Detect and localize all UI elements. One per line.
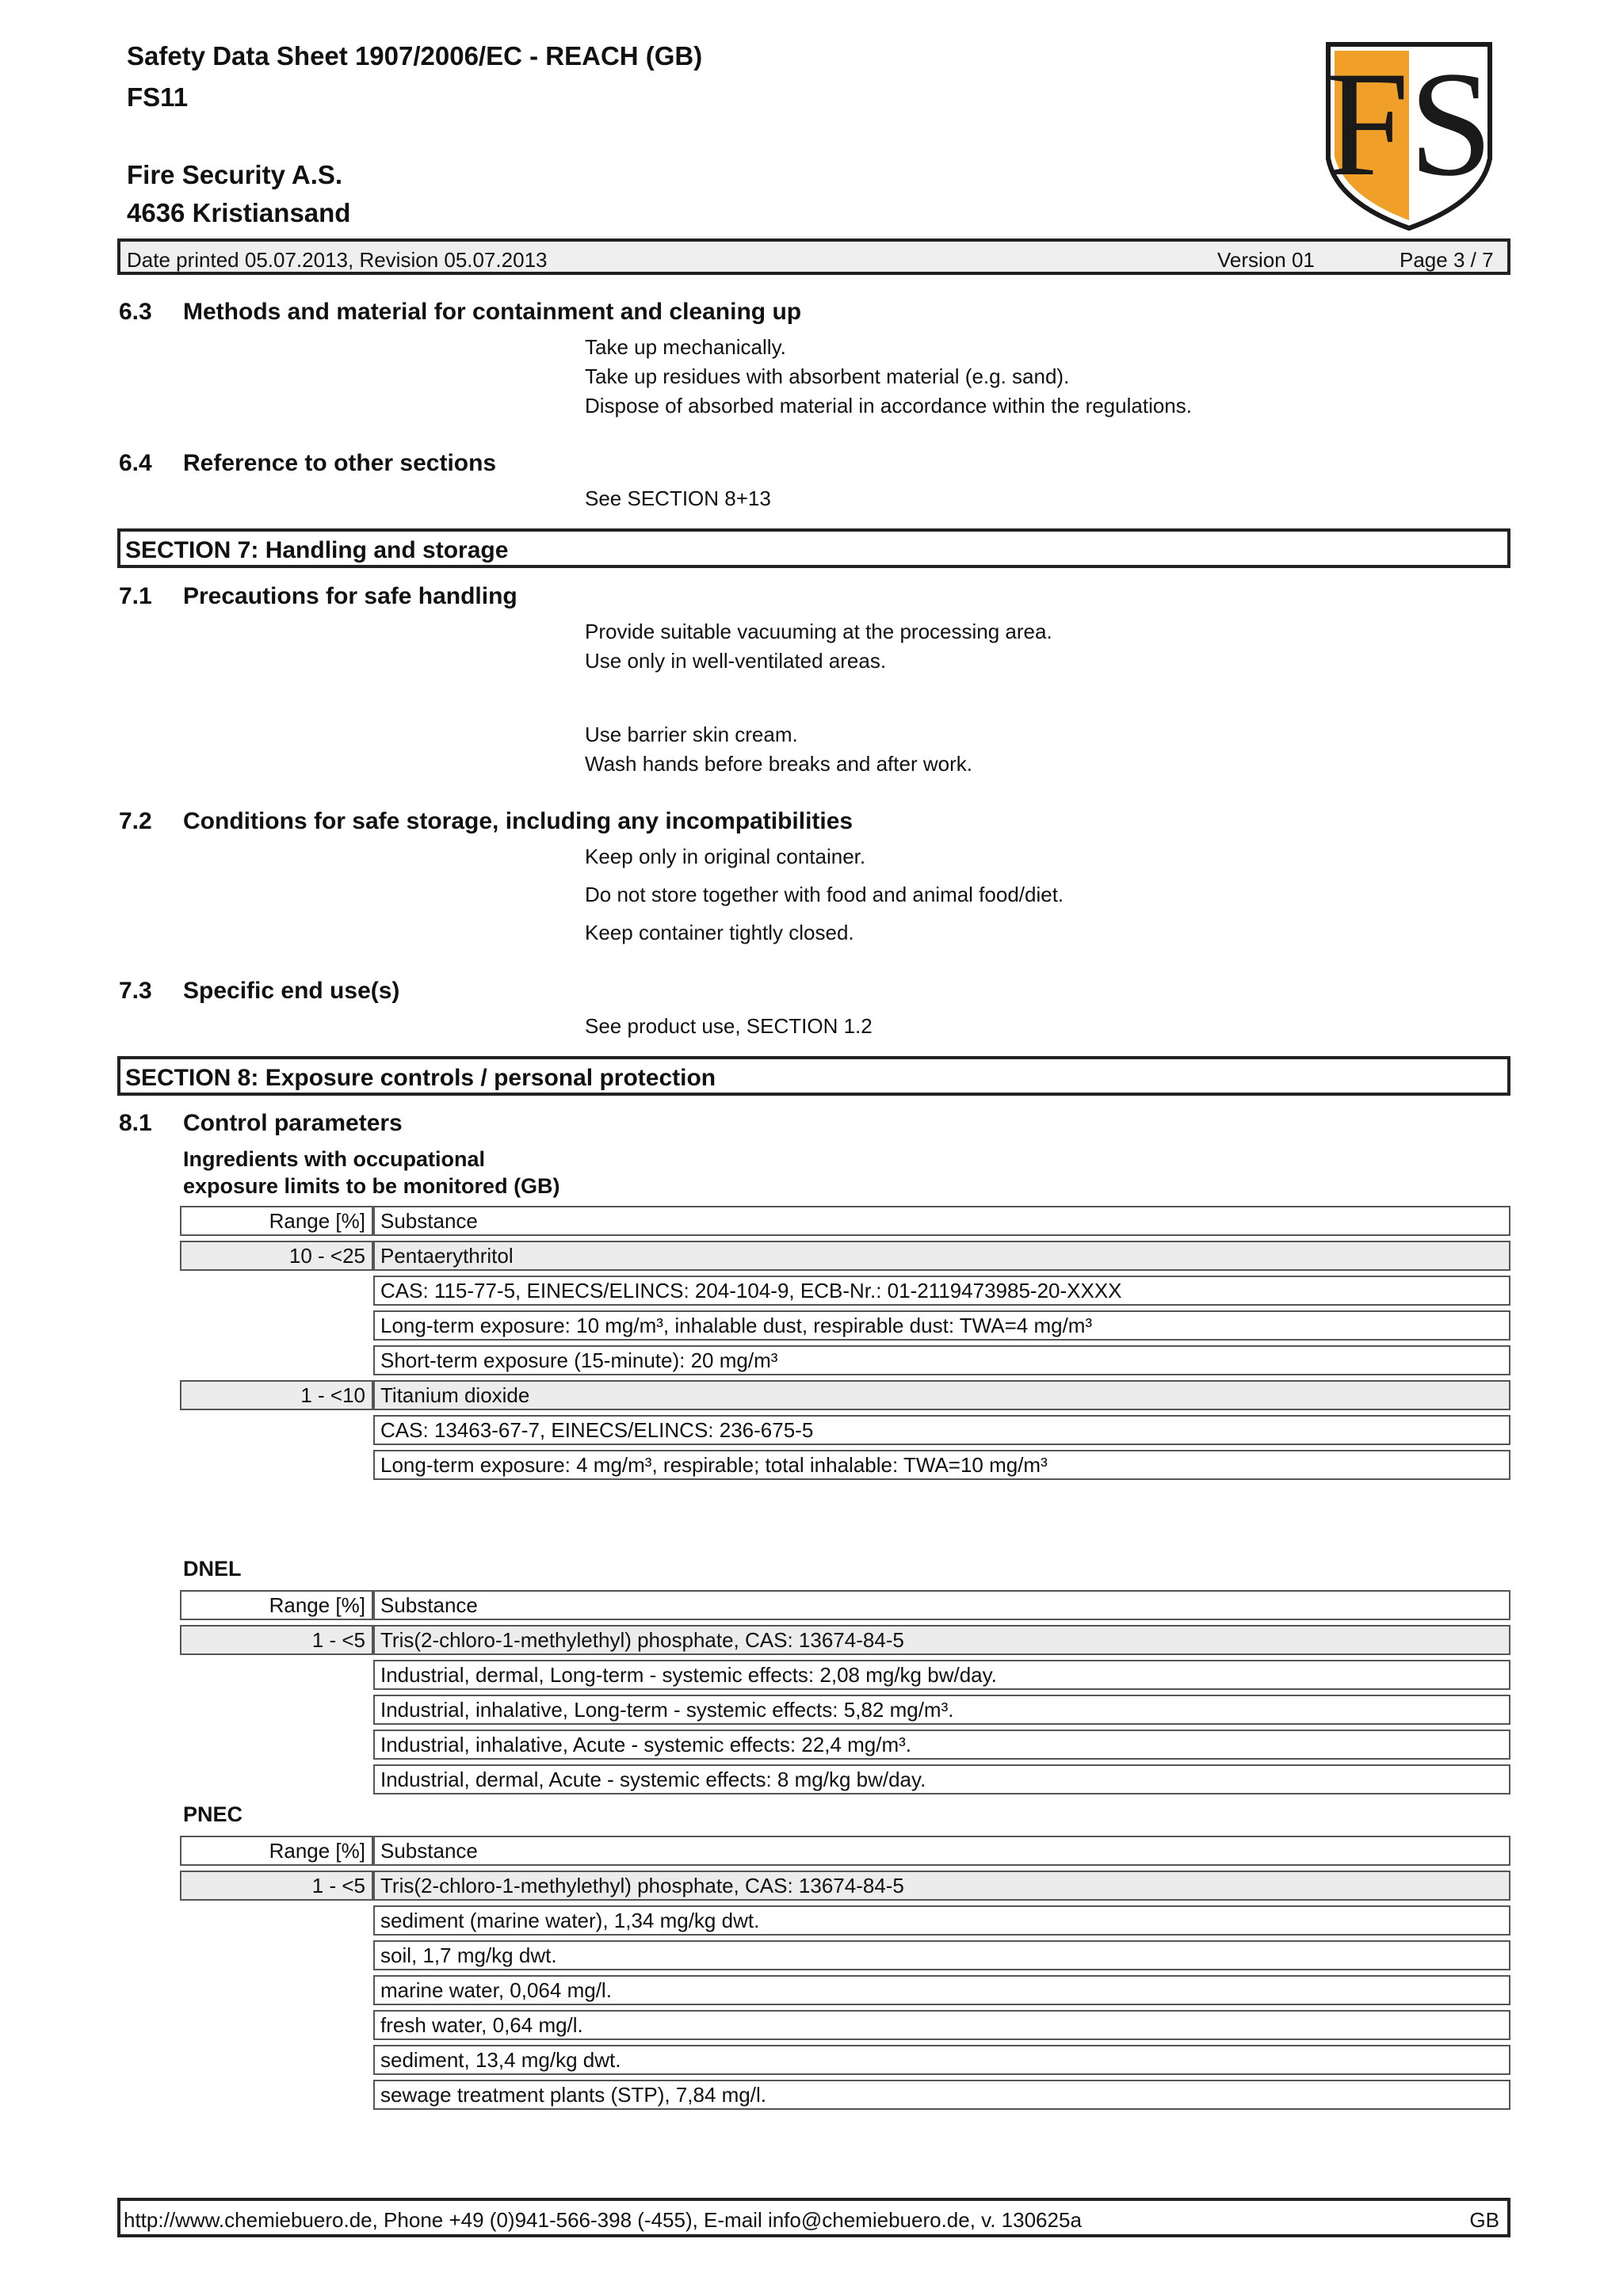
logo-lettering: FS xyxy=(1325,41,1493,208)
subsection-title: Precautions for safe handling xyxy=(183,583,517,609)
table-row-detail: sediment, 13,4 mg/kg dwt. xyxy=(373,2045,1510,2075)
table-row-detail: CAS: 115-77-5, EINECS/ELINCS: 204-104-9, ECB-Nr.: 01-2119473985-20-XXXX xyxy=(373,1276,1510,1306)
body-line: Do not store together with food and animal food/diet. xyxy=(585,883,1064,906)
section-header xyxy=(117,1056,1510,1096)
subsection-number: 6.3 xyxy=(119,299,152,325)
company-name: Fire Security A.S. xyxy=(127,160,343,189)
table-header-substance: Substance xyxy=(373,1206,1510,1236)
body-line: See SECTION 8+13 xyxy=(585,486,771,510)
subsection-number: 7.3 xyxy=(119,978,152,1004)
table-row-detail: Industrial, dermal, Acute - systemic effects: 8 mg/kg bw/day. xyxy=(373,1764,1510,1794)
company-logo xyxy=(1323,40,1495,233)
body-line: Dispose of absorbed material in accordance within the regulations. xyxy=(585,394,1192,418)
table-row-detail: marine water, 0,064 mg/l. xyxy=(373,1975,1510,2005)
table-header-range: Range [%] xyxy=(180,1206,373,1236)
company-city: 4636 Kristiansand xyxy=(127,198,351,227)
table-row-detail: sewage treatment plants (STP), 7,84 mg/l. xyxy=(373,2080,1510,2110)
table-row-range: 1 - <5 xyxy=(180,1625,373,1655)
table-row-range: 1 - <10 xyxy=(180,1380,373,1410)
ingredients-label: Ingredients with occupational xyxy=(183,1147,486,1171)
body-line: Take up residues with absorbent material (e.g. sand). xyxy=(585,364,1070,388)
footer-country: GB xyxy=(1469,2208,1499,2232)
table-row-substance: Pentaerythritol xyxy=(373,1241,1510,1271)
section-title: SECTION 7: Handling and storage xyxy=(125,537,509,563)
table-row-substance: Tris(2-chloro-1-methylethyl) phosphate, CAS: 13674-84-5 xyxy=(373,1871,1510,1901)
subsection-title: Reference to other sections xyxy=(183,450,497,476)
table-header-substance: Substance xyxy=(373,1590,1510,1620)
page-number: Page 3 / 7 xyxy=(1400,248,1494,272)
revision-info-bar xyxy=(117,238,1510,275)
document-title: Safety Data Sheet 1907/2006/EC - REACH (GB) xyxy=(127,41,703,71)
body-line: Wash hands before breaks and after work. xyxy=(585,752,972,776)
body-line: Provide suitable vacuuming at the processing area. xyxy=(585,620,1052,643)
table-row-detail: Long-term exposure: 10 mg/m³, inhalable dust, respirable dust: TWA=4 mg/m³ xyxy=(373,1310,1510,1341)
subsection-number: 7.2 xyxy=(119,808,152,834)
table-row-detail: Industrial, inhalative, Acute - systemic effects: 22,4 mg/m³. xyxy=(373,1730,1510,1760)
table-header-substance: Substance xyxy=(373,1836,1510,1866)
table-row-detail: Short-term exposure (15-minute): 20 mg/m³ xyxy=(373,1345,1510,1375)
body-line: See product use, SECTION 1.2 xyxy=(585,1014,873,1038)
table-header-range: Range [%] xyxy=(180,1836,373,1866)
subsection-number: 7.1 xyxy=(119,583,152,609)
body-line: Use barrier skin cream. xyxy=(585,723,798,746)
product-name: FS11 xyxy=(127,82,189,112)
table-row-substance: Tris(2-chloro-1-methylethyl) phosphate, CAS: 13674-84-5 xyxy=(373,1625,1510,1655)
table-row-range: 10 - <25 xyxy=(180,1241,373,1271)
subsection-title: Methods and material for containment and cleaning up xyxy=(183,299,802,325)
body-line: Use only in well-ventilated areas. xyxy=(585,649,887,673)
table-row-range: 1 - <5 xyxy=(180,1871,373,1901)
page-footer xyxy=(117,2198,1510,2237)
body-line: Take up mechanically. xyxy=(585,335,786,359)
subsection-title: Conditions for safe storage, including any incompatibilities xyxy=(183,808,854,834)
subsection-number: 6.4 xyxy=(119,450,152,476)
date-info: Date printed 05.07.2013, Revision 05.07.2013 xyxy=(127,248,548,272)
table-row-detail: Long-term exposure: 4 mg/m³, respirable; total inhalable: TWA=10 mg/m³ xyxy=(373,1450,1510,1480)
pnec-label: PNEC xyxy=(183,1802,243,1826)
dnel-label: DNEL xyxy=(183,1557,242,1581)
table-row-detail: Industrial, dermal, Long-term - systemic effects: 2,08 mg/kg bw/day. xyxy=(373,1660,1510,1690)
ingredients-label: exposure limits to be monitored (GB) xyxy=(183,1174,560,1198)
section-header xyxy=(117,528,1510,568)
table-row-detail: sediment (marine water), 1,34 mg/kg dwt. xyxy=(373,1905,1510,1936)
body-line: Keep only in original container. xyxy=(585,845,866,868)
table-row-detail: Industrial, inhalative, Long-term - systemic effects: 5,82 mg/m³. xyxy=(373,1695,1510,1725)
table-row-detail: CAS: 13463-67-7, EINECS/ELINCS: 236-675-5 xyxy=(373,1415,1510,1445)
section-title: SECTION 8: Exposure controls / personal protection xyxy=(125,1065,716,1091)
subsection-number: 8.1 xyxy=(119,1110,152,1136)
subsection-title: Specific end use(s) xyxy=(183,978,400,1004)
version-info: Version 01 xyxy=(1217,248,1315,272)
table-header-range: Range [%] xyxy=(180,1590,373,1620)
table-row-detail: soil, 1,7 mg/kg dwt. xyxy=(373,1940,1510,1970)
table-row-detail: fresh water, 0,64 mg/l. xyxy=(373,2010,1510,2040)
subsection-title: Control parameters xyxy=(183,1110,403,1136)
footer-contact: http://www.chemiebuero.de, Phone +49 (0)941-566-398 (-455), E-mail info@chemiebuero.de, v. 130625a xyxy=(124,2208,1082,2232)
body-line: Keep container tightly closed. xyxy=(585,921,854,944)
table-row-substance: Titanium dioxide xyxy=(373,1380,1510,1410)
